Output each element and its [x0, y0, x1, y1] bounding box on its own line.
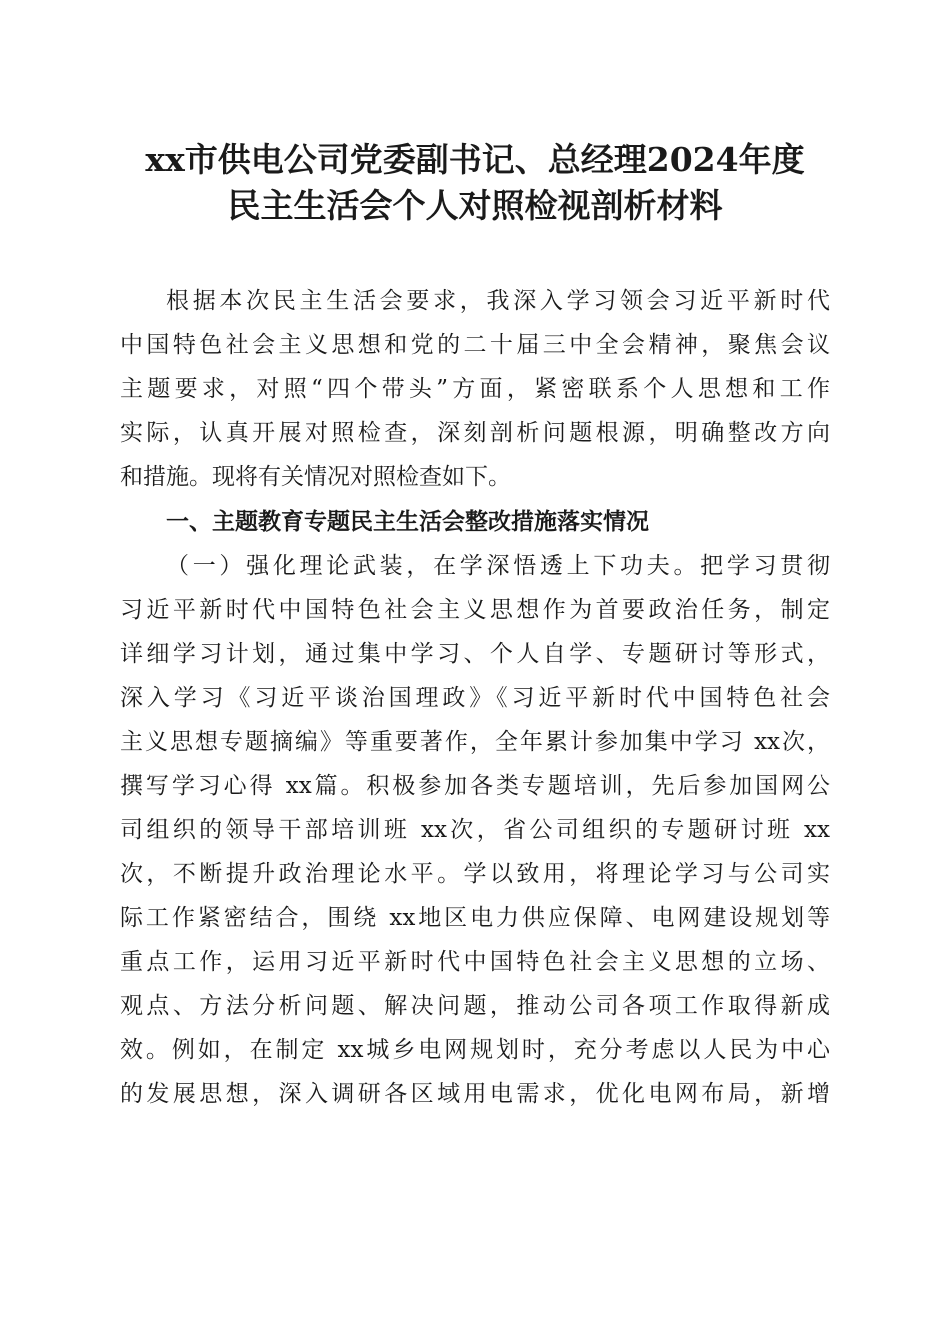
intro-line-4: 实际，认真开展对照检查，深刻剖析问题根源，明确整改方向: [120, 420, 830, 446]
intro-line-5: 和措施。现将有关情况对照检查如下。: [120, 464, 511, 490]
intro-line-2: 中国特色社会主义思想和党的二十届三中全会精神，聚焦会议: [120, 332, 830, 358]
section-line-5: 主义思想专题摘编》等重要著作，全年累计参加集中学习 xx次，: [120, 729, 830, 755]
section-line-9: 际工作紧密结合，围绕 xx地区电力供应保障、电网建设规划等: [120, 905, 830, 931]
section-line-8: 次，不断提升政治理论水平。学以致用，将理论学习与公司实: [120, 861, 830, 887]
section-line-7: 司组织的领导干部培训班 xx次，省公司组织的专题研讨班 xx: [120, 817, 830, 843]
document-title-line-2: 民主生活会个人对照检视剖析材料: [227, 186, 723, 225]
intro-line-3: 主题要求，对照“四个带头”方面，紧密联系个人思想和工作: [120, 376, 830, 402]
section-line-12: 效。例如，在制定 xx城乡电网规划时，充分考虑以人民为中心: [120, 1037, 830, 1063]
document-title-line-1: xx市供电公司党委副书记、总经理2024年度: [145, 140, 805, 179]
section-line-13: 的发展思想，深入调研各区域用电需求，优化电网布局，新增: [120, 1081, 830, 1107]
intro-line-1: 根据本次民主生活会要求，我深入学习领会习近平新时代: [166, 288, 830, 314]
section-heading: 一、主题教育专题民主生活会整改措施落实情况: [166, 508, 649, 535]
section-line-2: 习近平新时代中国特色社会主义思想作为首要政治任务，制定: [120, 597, 830, 623]
section-line-1: （一）强化理论武装，在学深悟透上下功夫。把学习贯彻: [166, 553, 830, 579]
section-line-6: 撰写学习心得 xx篇。积极参加各类专题培训，先后参加国网公: [120, 773, 830, 799]
section-line-11: 观点、方法分析问题、解决问题，推动公司各项工作取得新成: [120, 993, 830, 1019]
section-line-4: 深入学习《习近平谈治国理政》《习近平新时代中国特色社会: [120, 685, 830, 711]
section-line-3: 详细学习计划，通过集中学习、个人自学、专题研讨等形式，: [120, 641, 830, 667]
section-line-10: 重点工作，运用习近平新时代中国特色社会主义思想的立场、: [120, 949, 830, 975]
